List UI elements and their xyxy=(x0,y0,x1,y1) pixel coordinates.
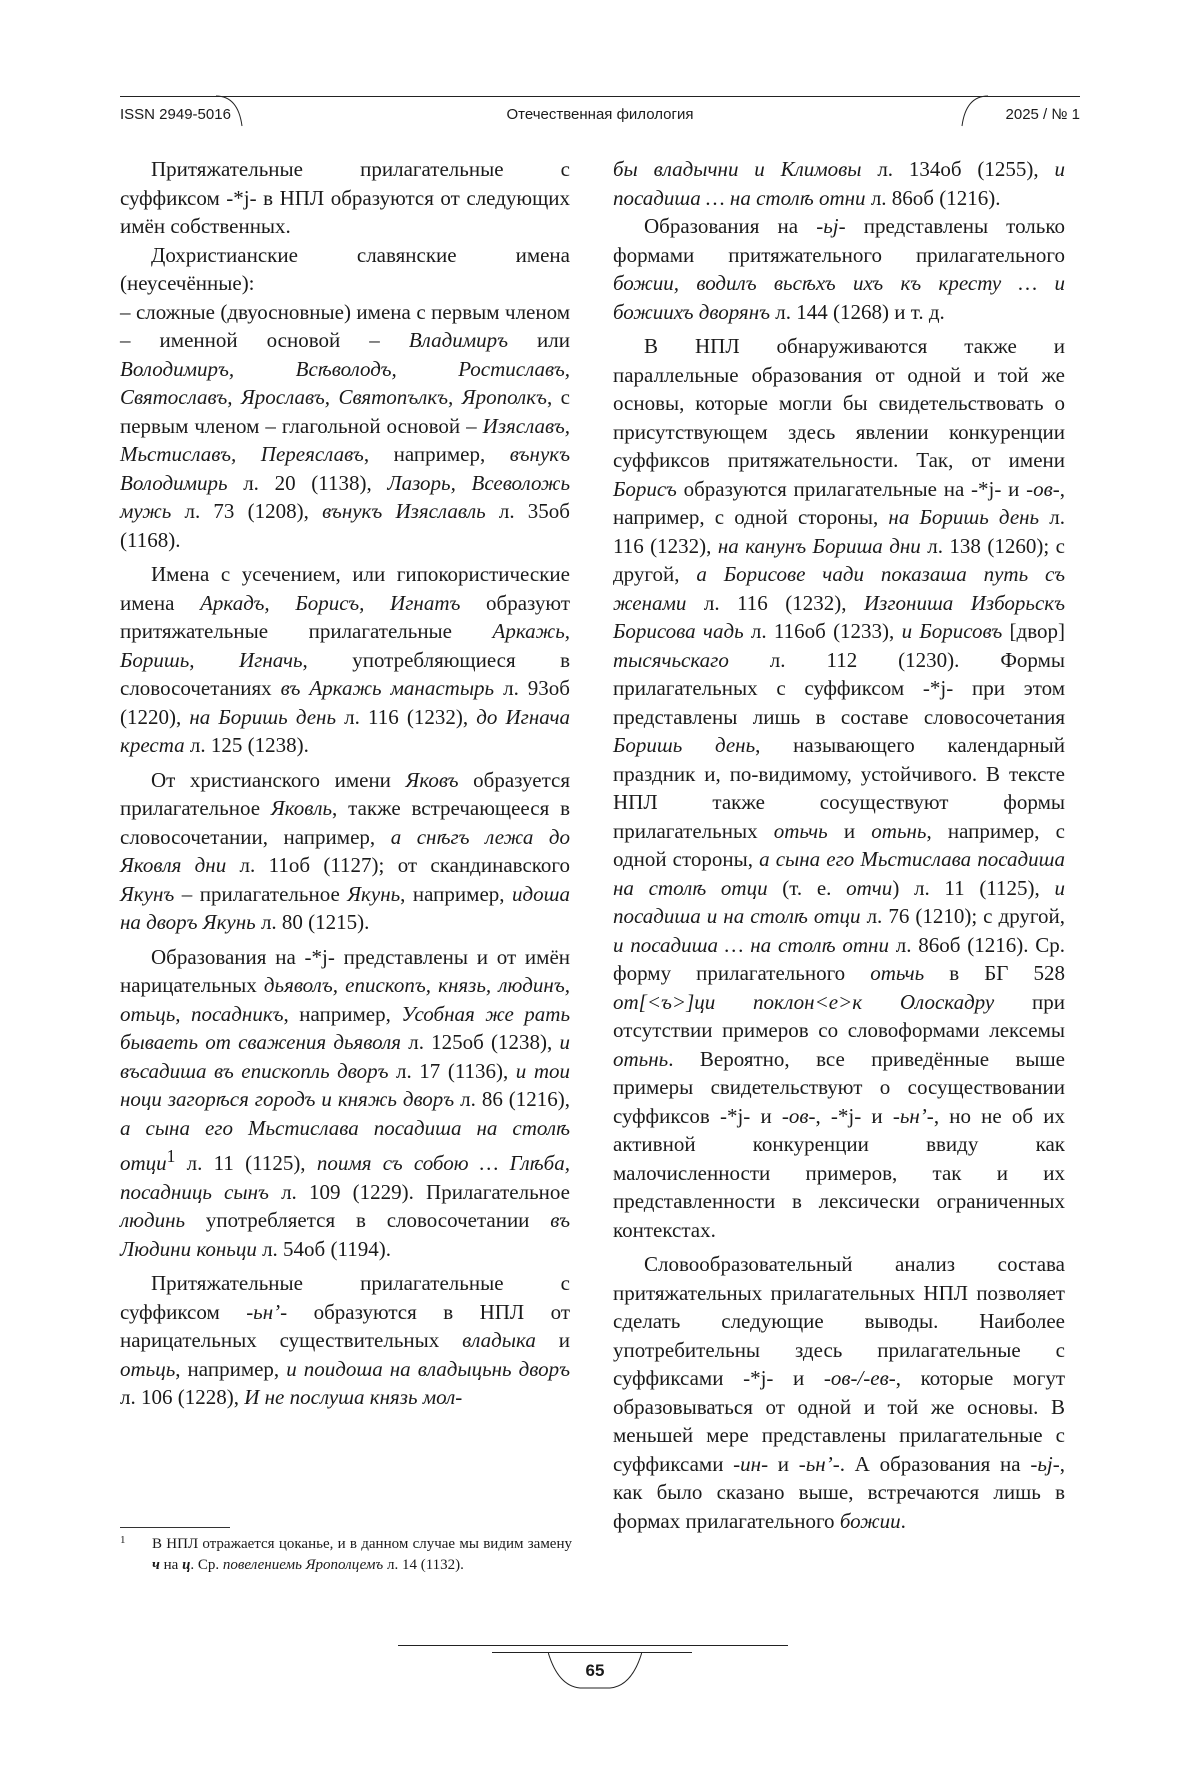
header-rule xyxy=(120,96,1080,97)
paragraph: Образования на -*j- представлены и от имён нарицательных дьяволъ, епископъ, князь, людинъ, отьць, посадникъ, например, Усобная же рать бываеть от сважения дьяволя л. 125об (1238), и въсадиша въ епископль дворъ л. 17 (1136), и тои ноци загорѣся городъ и княжь дворъ л. 86 (1216), а сына его Мьстислава посадиша на столѣ отци$^1$ л. 11 (1125), поимя съ собою … Глѣба, посадниць сынъ л. 109 (1229). Прилагательное людинь употребляется в словосочетании въ Людини коньци л. 54об (1194). xyxy=(120,944,571,1261)
paragraph: бы владычни и Климовы л. 134об (1255), и посадиша … на столѣ отни л. 86об (1216). xyxy=(613,157,1065,210)
paragraph: Имена с усечением, или гипокористические имена Аркадъ, Борисъ, Игнатъ образуют притяжательные прилагательные Аркажь, Боришь, Игначь, употребляющиеся в словосочетаниях въ Аркажь манастырь л. 93об (1220), на Боришь день л. 116 (1232), до Игнача креста л. 125 (1238). xyxy=(120,562,571,757)
paragraph: От христианского имени Яковъ образуется прилагательное Яковль, также встречающееся в словосочетании, например, а снѣгъ лежа до Яковля дни л. 11об (1127); от скандинавского Якунъ – прилагательное Якунь, например, идоша на дворъ Якунь л. 80 (1215). xyxy=(120,767,571,934)
issue-label: 2025 / № 1 xyxy=(1005,106,1080,123)
footnote-number: 1 xyxy=(120,1534,126,1546)
paragraph: – сложные (двуосновные) имена с первым членом – именной основой – Владимиръ или Володимиръ, Всѣволодъ, Ростиславъ, Святославъ, Ярославъ, Святопълкъ, Ярополкъ, с первым членом – глагольной основой – Изяславъ, Мьстиславъ, Переяславъ, например, вънукъ Володимирь л. 20 (1138), Лазорь, Всеволожь мужь л. 73 (1208), вънукъ Изяславль л. 35об (1168). xyxy=(120,299,571,552)
running-header xyxy=(120,86,1080,134)
footnote-rule xyxy=(120,1527,230,1528)
footer-rule xyxy=(398,1645,788,1646)
footnote-ref[interactable]: 1 xyxy=(166,1146,176,1166)
footnote-text: В НПЛ отражается цоканье, и в данном случае мы видим замену ч на ц. Ср. повелениемь Ярополцемъ л. 14 (1132). xyxy=(152,1536,572,1573)
right-column xyxy=(613,155,1065,1535)
paragraph: Дохристианские славянские имена (неусечённые): xyxy=(120,242,570,295)
paragraph: Притяжательные прилагательные с суффиксом -ьн’- образуются в НПЛ от нарицательных существительных владыка и отьць, например, и поидоша на владыцьнь дворъ л. 106 (1228), И не послуша князь мол- xyxy=(120,1271,570,1409)
page-number: 65 xyxy=(585,1661,605,1680)
paragraph: Образования на -ьj- представлены только формами притяжательного прилагательного божии, водилъ вьсѣхъ ихъ къ кресту … и божиихъ дворянъ л. 144 (1268) и т. д. xyxy=(613,214,1065,324)
issn-label: ISSN 2949-5016 xyxy=(120,106,231,123)
paragraph: В НПЛ обнаруживаются также и параллельные образования от одной и той же основы, которые могли бы свидетельствовать о присутствующем здесь явлении конкуренции суффиксов притяжательности. Так, от имени Борисъ образуются прилагательные на -*j- и -ов-, например, с одной стороны, на Боришь день л. 116 (1232), на канунъ Бориша дни л. 138 (1260); с другой, а Борисове чади показаша путь съ женами л. 116 (1232), Изгониша Изборьскъ Борисова чадь л. 116об (1233), и Борисовъ [двор] тысячьскаго л. 112 (1230). Формы прилагательных с суффиксом -*j- при этом представлены лишь в составе словосочетания Боришь день, называющего календарный праздник и, по-видимому, устойчивого. В тексте НПЛ также сосуществуют формы прилагательных отьчь и отьнь, например, с одной стороны, а сына его Мьстислава посадиша на столѣ отци (т. е. отчи) л. 11 (1125), и посадиша и на столѣ отци л. 76 (1210); с другой, и посадиша … на столѣ отни л. 86об (1216). Ср. форму прилагательного отьчь в БГ 528 от[<ъ>]ци поклон<е>к Олоскадру при отсутствии примеров со словоформами лексемы отьнь. Вероятно, все приведённые выше примеры свидетельствуют о сосуществовании суффиксов -*j- и -ов-, -*j- и -ьн’-, но не об их активной конкуренции ввиду как малочисленности примеров, так и их представленности в лексически ограниченных контекстах. xyxy=(613,334,1066,1242)
paragraph: Притяжательные прилагательные с суффиксом -*j- в НПЛ образуются от следующих имён собственных. xyxy=(120,157,570,238)
left-column xyxy=(120,155,570,1412)
footnote xyxy=(120,1534,572,1576)
journal-title: Отечественная филология xyxy=(506,106,694,123)
paragraph: Словообразовательный анализ состава притяжательных прилагательных НПЛ позволяет сделать следующие выводы. Наиболее употребительны здесь прилагательные с суффиксами -*j- и -ов-/-ев-, которые могут образовываться от одной и той же основы. В меньшей мере представлены прилагательные с суффиксами -ин- и -ьн’-. А образования на -ьj-, как было сказано выше, встречаются лишь в формах прилагательного божии. xyxy=(613,1252,1065,1533)
